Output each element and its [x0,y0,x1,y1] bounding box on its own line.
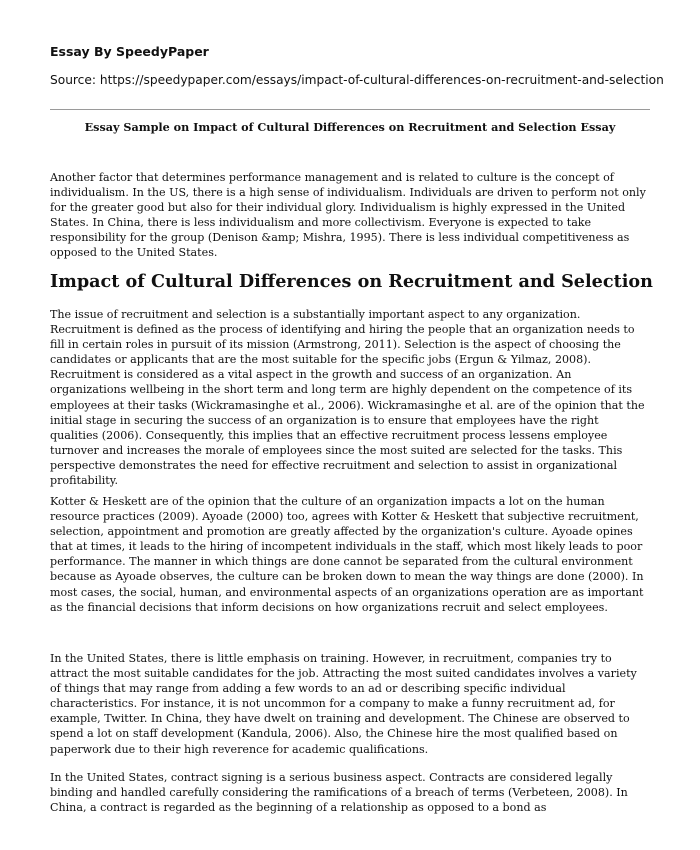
document-title: Essay Sample on Impact of Cultural Differences on Recruitment and Selection Essay [84,120,616,134]
body-paragraph: In the United States, there is little emphasis on training. However, in recruitment, companies try to attract the most suitable candidates for the job. Attracting the most suited candidates involves a variety of things that may range from adding a few words to an ad or describing specific individual characteristics. For instance, it is not uncommon for a company to make a funny recruitment ad, for example, Twitter. In China, they have dwelt on training and development. The Chinese are observed to spend a lot on staff development (Kandula, 2006). Also, the Chinese hire the most qualified based on paperwork due to their high reverence for academic qualifications. [50,652,637,756]
body-paragraph: Kotter & Heskett are of the opinion that the culture of an organization impacts a lot on the human resource practices (2009). Ayoade (2000) too, agrees with Kotter & Heskett that subjective recruitment, selection, appointment and promotion are greatly affected by the organization's culture. Ayoade opines that at times, it leads to the hiring of incompetent individuals in the staff, which most likely leads to poor performance. The manner in which things are done cannot be separated from the cultural environment because as Ayoade observes, the culture can be broken down to mean the way things are done (2000). In most cases, the social, human, and environmental aspects of an organizations operation are as important as the financial decisions that inform decisions on how organizations recruit and select employees. [50,495,644,614]
section-heading: Impact of Cultural Differences on Recruitment and Selection [50,271,653,292]
brand-label: Essay By SpeedyPaper [50,44,209,59]
body-paragraph: In the United States, contract signing is a serious business aspect. Contracts are considered legally binding and handled carefully considering the ramifications of a breach of terms (Verbeteen, 2008). In China, a contract is regarded as the beginning of a relationship as opposed to a bond as [50,771,628,815]
document-page [50,0,664,850]
header-divider [50,109,650,110]
body-paragraph: The issue of recruitment and selection is a substantially important aspect to any organization. Recruitment is defined as the process of identifying and hiring the people that an organization needs to fill in certain roles in pursuit of its mission (Armstrong, 2011). Selection is the aspect of choosing the candidates or applicants that are the most suitable for the specific jobs (Ergun & Yilmaz, 2008). Recruitment is considered as a vital aspect in the growth and success of an organization. An organizations wellbeing in the short term and long term are highly dependent on the competence of its employees at their tasks (Wickramasinghe et al., 2006). Wickramasinghe et al. are of the opinion that the initial stage in securing the success of an organization is to ensure that employees have the right qualities (2006). Consequently, this implies that an effective recruitment process lessens employee turnover and increases the morale of employees since the most suited are selected for the tasks. This perspective demonstrates the need for effective recruitment and selection to assist in organizational profitability. [50,308,645,488]
source-link[interactable]: Source: https://speedypaper.com/essays/impact-of-cultural-differences-on-recruitment-and-selection [50,73,664,87]
intro-paragraph: Another factor that determines performance management and is related to culture is the concept of individualism. In the US, there is a high sense of individualism. Individuals are driven to perform not only for the greater good but also for their individual glory. Individualism is highly expressed in the United States. In China, there is less individualism and more collectivism. Everyone is expected to take responsibility for the group (Denison &amp; Mishra, 1995). There is less individual competitiveness as opposed to the United States. [50,171,646,260]
